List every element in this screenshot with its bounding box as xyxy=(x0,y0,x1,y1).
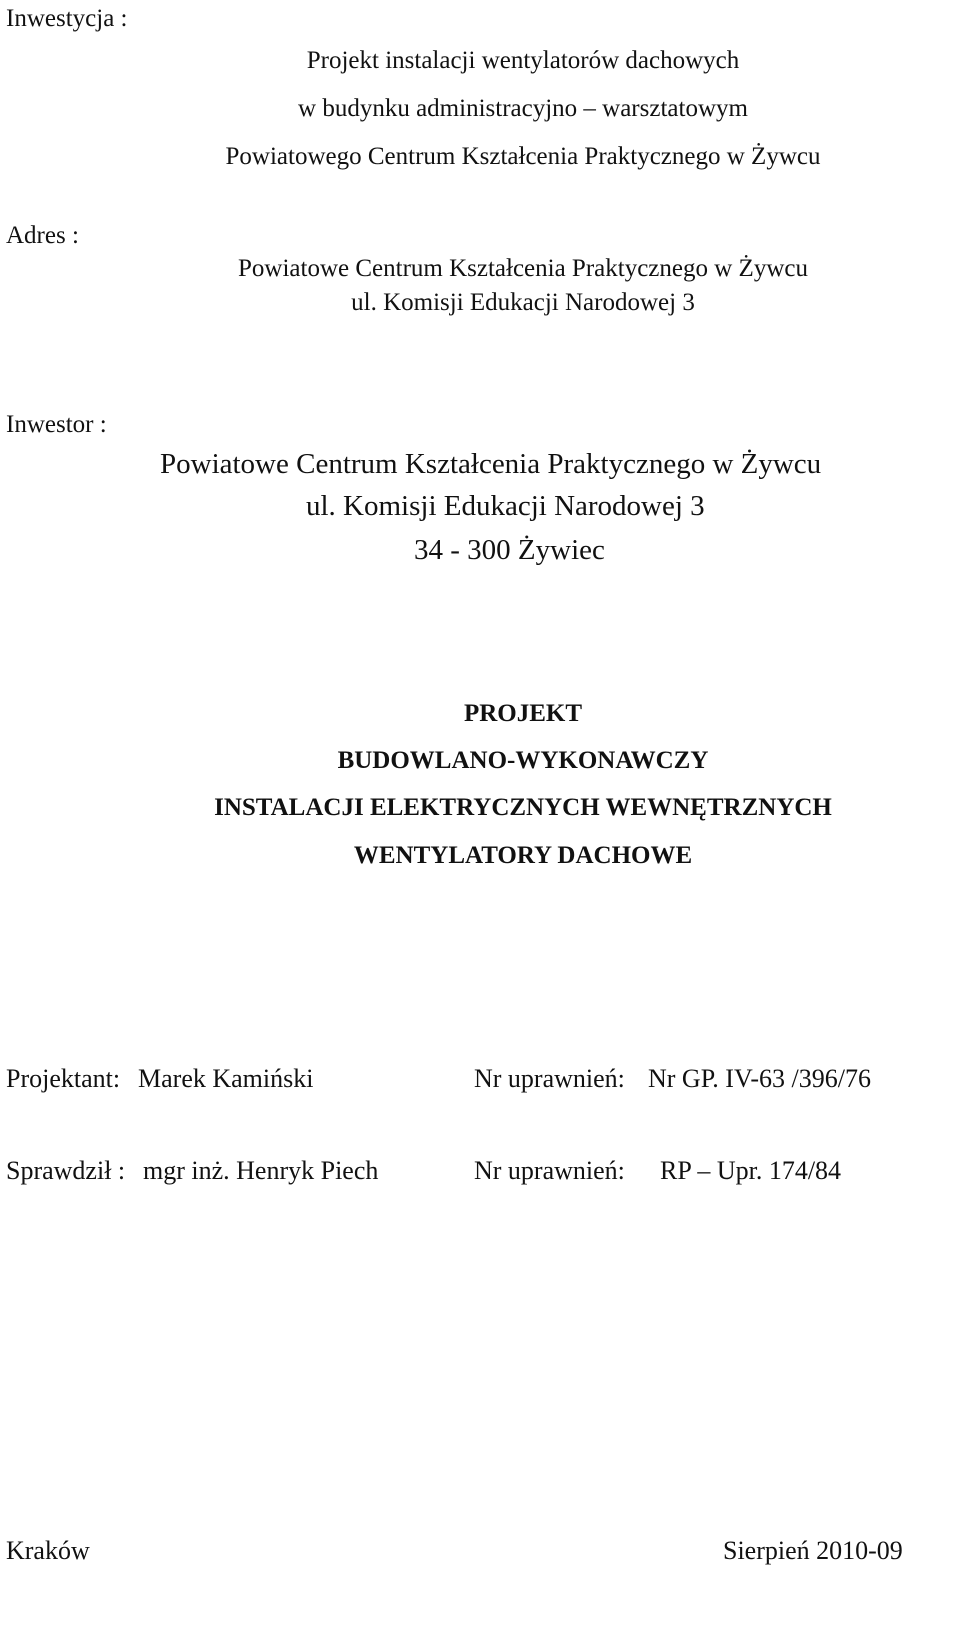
investor-line-2: ul. Komisji Edukacji Narodowej 3 xyxy=(306,490,705,522)
address-line-1: Powiatowe Centrum Kształcenia Praktycznego w Żywcu xyxy=(238,255,808,282)
investor-label: Inwestor : xyxy=(6,411,107,438)
title-line-1: PROJEKT xyxy=(463,700,583,727)
address-label: Adres : xyxy=(6,222,79,249)
title-line-3: INSTALACJI ELEKTRYCZNYCH WEWNĘTRZNYCH xyxy=(214,794,832,821)
checker-license-label: Nr uprawnień: xyxy=(474,1156,625,1185)
footer-city: Kraków xyxy=(6,1536,90,1565)
footer-date: Sierpień 2010-09 xyxy=(723,1536,903,1565)
investment-line-2: w budynku administracyjno – warsztatowym xyxy=(298,95,748,122)
designer-label: Projektant: xyxy=(6,1064,121,1093)
checker-name: mgr inż. Henryk Piech xyxy=(143,1156,379,1185)
investment-label: Inwestycja : xyxy=(6,5,128,32)
designer-license-label: Nr uprawnień: xyxy=(474,1064,625,1093)
investor-line-1: Powiatowe Centrum Kształcenia Praktycznego w Żywcu xyxy=(160,448,822,480)
checker-license: RP – Upr. 174/84 xyxy=(660,1156,842,1185)
investment-line-3: Powiatowego Centrum Kształcenia Praktycznego w Żywcu xyxy=(225,143,821,170)
checker-label: Sprawdził : xyxy=(6,1156,126,1185)
designer-license: Nr GP. IV-63 /396/76 xyxy=(648,1064,871,1093)
investor-line-3: 34 - 300 Żywiec xyxy=(414,534,605,566)
title-line-4: WENTYLATORY DACHOWE xyxy=(353,842,693,869)
title-line-2: BUDOWLANO-WYKONAWCZY xyxy=(337,747,709,774)
address-line-2: ul. Komisji Edukacji Narodowej 3 xyxy=(351,289,695,316)
designer-name: Marek Kamiński xyxy=(138,1064,314,1093)
investment-line-1: Projekt instalacji wentylatorów dachowych xyxy=(306,47,740,74)
